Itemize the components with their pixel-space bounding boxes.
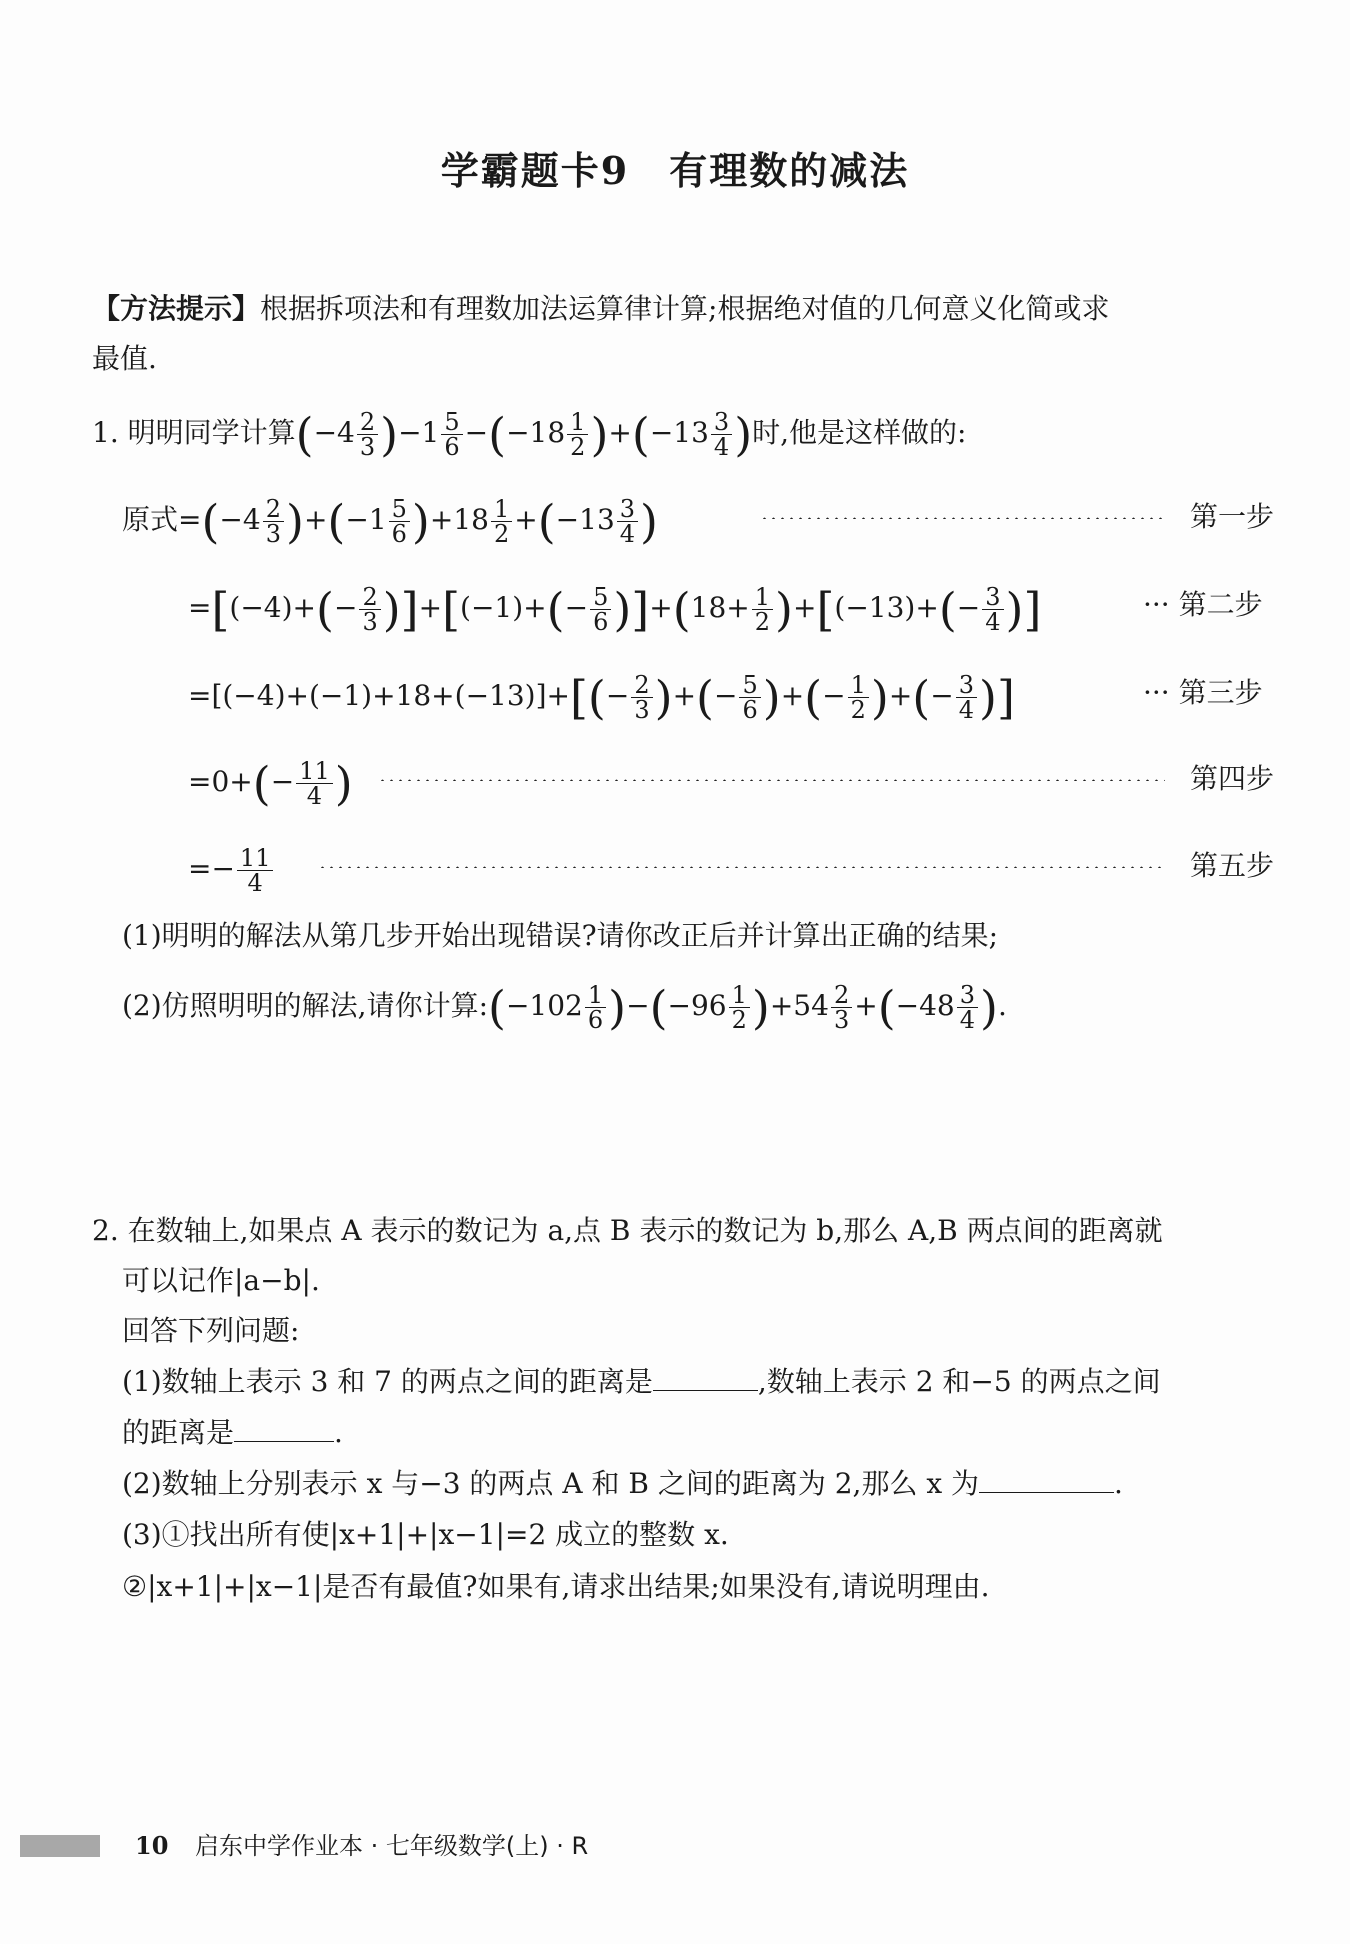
method-tip-label: 【方法提示】 bbox=[92, 292, 261, 325]
method-tip-text: 根据拆项法和有理数加法运算律计算;根据绝对值的几何意义化简或求 bbox=[260, 292, 1110, 325]
question-2-part-1 bbox=[122, 1362, 1161, 1402]
solution-step-5: =− $\frac{11}{4}$ bbox=[188, 846, 275, 895]
solution-step-1: 原式=(−4 $\frac{2}{3}$ )+(−1 $\frac{5}{6}$ )+18 $\frac{1}{2}$ +(−13 $\frac{3}{4}$ ) bbox=[122, 494, 658, 549]
question-1-part-1: (1)明明的解法从第几步开始出现错误?请你改正后并计算出正确的结果; bbox=[122, 919, 999, 952]
step-label-2-text: 第二步 bbox=[1178, 588, 1263, 621]
step-label-5: 第五步 bbox=[1190, 849, 1275, 882]
question-2-part-2-text-a: (2)数轴上分别表示 x 与−3 的两点 A 和 B 之间的距离为 2,那么 x 为 bbox=[122, 1467, 980, 1500]
question-2-part-2 bbox=[122, 1464, 1123, 1504]
step-label-3-text: 第三步 bbox=[1178, 676, 1263, 709]
answer-blank-3[interactable] bbox=[979, 1464, 1114, 1493]
method-tip-text-cont: 最值. bbox=[92, 342, 157, 375]
question-2-part-2-text-b: . bbox=[1114, 1467, 1123, 1500]
answer-blank-2[interactable] bbox=[234, 1413, 334, 1442]
question-2-part-4: ②|x+1|+|x−1|是否有最值?如果有,请求出结果;如果没有,请说明理由. bbox=[122, 1570, 990, 1603]
answer-blank-1[interactable] bbox=[653, 1362, 758, 1391]
question-2-line-2: 可以记作|a−b|. bbox=[122, 1264, 320, 1297]
question-1-part-2-text: (2)仿照明明的解法,请你计算: bbox=[122, 989, 488, 1022]
solution-step-2: =[(−4)+(− $\frac{2}{3}$ )]+[(−1)+(− $\frac{5}{6}$ )]+(18+ $\frac{1}{2}$ )+[(−13)+(− $\frac{3}{4}$ )] bbox=[188, 582, 1042, 637]
solution-step-4: =0+(− $\frac{11}{4}$ ) bbox=[188, 756, 353, 811]
question-1-part-2: (2)仿照明明的解法,请你计算:(−102 $\frac{1}{6}$ )−(−96 $\frac{1}{2}$ )+54 $\frac{2}{3}$ +(−48 $\frac{3}{4}$ ). bbox=[122, 980, 1007, 1035]
question-2-line-1: 2. 在数轴上,如果点 A 表示的数记为 a,点 B 表示的数记为 b,那么 A,B 两点间的距离就 bbox=[92, 1214, 1163, 1247]
step-label-2: ··· 第二步 bbox=[1143, 588, 1263, 621]
question-2-part-1-cont bbox=[122, 1413, 343, 1453]
step-label-4: 第四步 bbox=[1190, 762, 1275, 795]
question-2-part-1-text-d: . bbox=[334, 1416, 343, 1449]
question-2-part-1-text-a: (1)数轴上表示 3 和 7 的两点之间的距离是 bbox=[122, 1365, 653, 1398]
question-2-part-1-text-c: 的距离是 bbox=[122, 1416, 235, 1449]
book-title: 启东中学作业本 · 七年级数学(上) · R bbox=[195, 1832, 589, 1860]
question-1-suffix: 时,他是这样做的: bbox=[752, 416, 967, 449]
question-1-prefix: 1. 明明同学计算 bbox=[92, 416, 296, 449]
dot-leader-1 bbox=[760, 517, 1165, 519]
method-tip bbox=[92, 289, 1109, 329]
page-title: 学霸题卡9 有理数的减法 bbox=[440, 148, 910, 193]
question-2-line-3: 回答下列问题: bbox=[122, 1314, 300, 1347]
step-label-1: 第一步 bbox=[1190, 500, 1275, 533]
step-label-3: ··· 第三步 bbox=[1143, 676, 1263, 709]
question-2-part-3: (3)①找出所有使|x+1|+|x−1|=2 成立的整数 x. bbox=[122, 1518, 729, 1551]
solution-step-3: =[(−4)+(−1)+18+(−13)]+[(− $\frac{2}{3}$ )+(− $\frac{5}{6}$ )+(− $\frac{1}{2}$ )+(− $\frac{3}{4}$ )] bbox=[188, 670, 1015, 725]
question-1-statement: 1. 明明同学计算(−4 $\frac{2}{3}$ )−1 $\frac{5}{6}$ −(−18 $\frac{1}{2}$ )+(−13 $\frac{3}{4}$ )时,他是这样做的: bbox=[92, 407, 967, 462]
footer-bar bbox=[20, 1835, 100, 1857]
page-number: 10 bbox=[135, 1831, 169, 1860]
dot-leader-4 bbox=[378, 779, 1165, 781]
question-2-part-1-text-b: ,数轴上表示 2 和−5 的两点之间 bbox=[757, 1365, 1161, 1398]
yuanshi-label: 原式= bbox=[122, 503, 202, 536]
dot-leader-5 bbox=[318, 866, 1165, 868]
